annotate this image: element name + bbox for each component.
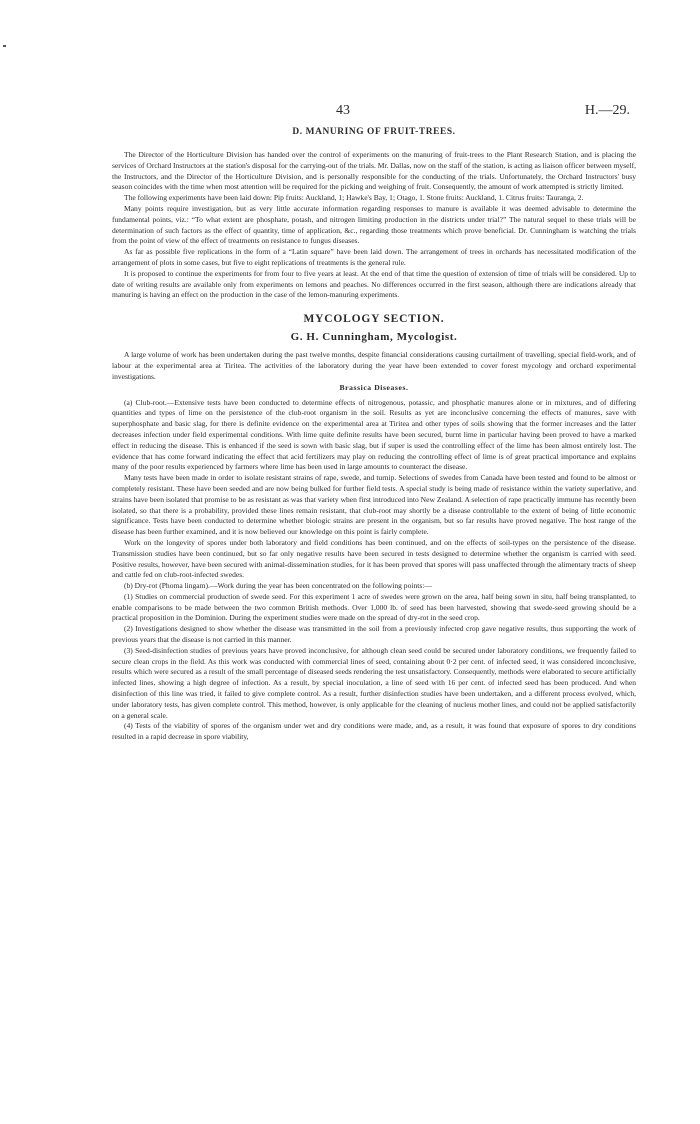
margin-mark bbox=[3, 45, 6, 47]
page-number: 43 bbox=[336, 103, 350, 118]
mycology-paragraph: (2) Investigations designed to show whether the disease was transmitted in the soil from a previously infected crop gave negative results, thus supporting the work of previous years that the disease is not carried in this manner. bbox=[112, 624, 636, 645]
manuring-paragraph: It is proposed to continue the experiments for from four to five years at least. At the end of that time the question of extension of time of trials will be considered. Up to date of writing results are available only from experiments on lemons and peaches. No differences occurred in the first season, although there are indications already that manuring is having an effect on the production in the case of the lemon-manuring experiments. bbox=[112, 268, 636, 300]
mycology-paragraph: (1) Studies on commercial production of swede seed. For this experiment 1 acre of swedes were grown on the area, half being sown in situ, half being transplanted, to enable comparisons to be made between the two common British methods. Over 1,000 lb. of seed has been harvested, showing that swede-seed growing should be a practical proposition in the Dominion. During the experiment studies were made on the spread of dry-rot in the seed crop. bbox=[112, 591, 636, 623]
mycology-intro: A large volume of work has been undertaken during the past twelve months, despite financial considerations causing curtailment of travelling, special field-work, and of labour at the experimental area at Tiritea. The activities of the laboratory during the year have been extended to cover forest mycology and orchard experimental investigations. bbox=[112, 350, 636, 381]
mycology-paragraph: (b) Dry-rot (Phoma lingam).—Work during the year has been concentrated on the following points:— bbox=[124, 581, 432, 591]
mycology-heading: MYCOLOGY SECTION. bbox=[303, 313, 445, 326]
mycology-paragraph: Work on the longevity of spores under both laboratory and field conditions has been continued, and on the effects of soil-types on the persistence of the disease. Transmission studies have been continued, but so far only negative results have been secured in tests designed to determine whether the organism is carried with seed. Positive results, however, have been secured with animal-dissemination studies, for it has been proved that spores will pass unaffected through the alimentary tracts of sheep and cattle fed on club-root-infected swedes. bbox=[112, 537, 636, 580]
mycology-paragraph: (3) Seed-disinfection studies of previous years have proved inconclusive, for although clean seed could be secured under laboratory conditions, we frequently failed to secure clean crops in the field. As this work was conducted with commercial lines of seed, containing about 0·2 per cent. of infected seed, it was considered inconclusive, results which were secured as a result of the small percentage of diseased seeds rendering the test unsatisfactory. Consequently, methods were elaborated to secure artificially infected lines, showing a high degree of infection. As a result, by special inoculation, a line of seed with 16 per cent. of infected seed has been produced. And when disinfection of this line was tried, it failed to give complete control. As a result, further disinfection studies have been undertaken, and a different process evolved, which, under laboratory tests, has given complete control. This method, however, is only applicable for the cleaning of nucleus mother lines, and could not be applied satisfactorily on a general scale. bbox=[112, 645, 636, 720]
document-reference: H.—29. bbox=[584, 103, 630, 118]
mycology-paragraph: Many tests have been made in order to isolate resistant strains of rape, swede, and turnip. Selections of swedes from Canada have been tested and found to be almost or completely resistant. These have been seeded and are now being bulked for further field tests. A special study is being made of resistance within the variety superlative, and strains have been isolated that promise to be as resistant as was that variety when first introduced into New Zealand. A selection of rape practically immune has recently been isolated, so that there is a probability, provided these lines remain resistant, that club-root may shortly be a disease controllable to the extent of being of little economic significance. Tests have been conducted to determine whether biologic strains are present in the organism, but so far results have proved negative. The host range of the disease has been further examined, and it is now believed our knowledge on this point is fairly complete. bbox=[112, 473, 636, 537]
manuring-paragraph: The Director of the Horticulture Division has handed over the control of experiments on the manuring of fruit-trees to the Plant Research Station, and is placing the services of Orchard Instructors at the station's disposal for the carrying-out of the trials. Mr. Dallas, now on the staff of the station, is acting as liaison officer between myself, the Instructors, and the Director of the Horticulture Division, and is personally responsible for the conducting of the trials. Unfortunately, the Orchard Instructors' busy season coincides with the time when most attention will be required for the picking and weighing of fruit. Consequently, the amount of work attempted is strictly limited. bbox=[112, 150, 636, 192]
page-content bbox=[112, 126, 636, 743]
manuring-paragraph: The following experiments have been laid down: Pip fruits: Auckland, 1; Hawke's Bay, 1; Otago, 1. Stone fruits: Auckland, 1. Citrus fruits: Tauranga, 2. bbox=[124, 193, 584, 203]
mycology-paragraph: (a) Club-root.—Extensive tests have been conducted to determine effects of nitrogenous, potassic, and phosphatic manures alone or in mixtures, and of differing quantities and types of lime on the persistence of the club-root organism in the soil. Results as yet are inconclusive concerning the effects of manures, save with superphosphate and basic slag, for there is definite evidence on the experimental area at Tiritea and other types of soils showing that the former increases and the latter decreases infection under field experimental conditions. With lime quite definite results have been secured, burnt lime in particular having been proved to have a marked effect in reducing the disease. This is enhanced if the seed is sown with basic slag, but if super is used the controlling effect of the lime has been almost entirely lost. The evidence that has come forward indicating the effect that acid fertilizers may play on reducing the controlling effect of lime is of great practical importance and explains many of the poor results experienced by farmers where lime has been used in large amounts to counteract the disease. bbox=[112, 397, 636, 472]
mycology-paragraph: (4) Tests of the viability of spores of the organism under wet and dry conditions were made, and, as a result, it was found that exposure of spores to dry conditions resulted in a rapid decrease in spore viability, bbox=[112, 721, 636, 742]
brassica-subheading: Brassica Diseases. bbox=[339, 382, 409, 392]
mycology-byline: G. H. Cunningham, Mycologist. bbox=[290, 331, 458, 344]
manuring-paragraph: As far as possible five replications in the form of a “Latin square” have been laid down. The arrangement of trees in orchards has necessitated modification of the arrangement of plots in some cases, but five to eight replications of treatments is the general rule. bbox=[112, 247, 636, 267]
page-header bbox=[0, 103, 700, 123]
manuring-paragraph: Many points require investigation, but as very little accurate information regarding responses to manure is available it was deemed advisable to determine the fundamental points, viz.: “To what extent are phosphate, potash, and nitrogen limiting production in the districts under trial?” The natural sequel to these trials will be determination of such factors as the effect of quantity, time of application, &c., regarding those treatments which prove beneficial. Dr. Cunningham is watching the trials from the point of view of the effect of treatments on resistance to fungus diseases. bbox=[112, 203, 636, 246]
manuring-heading: D. MANURING OF FRUIT-TREES. bbox=[292, 127, 456, 137]
